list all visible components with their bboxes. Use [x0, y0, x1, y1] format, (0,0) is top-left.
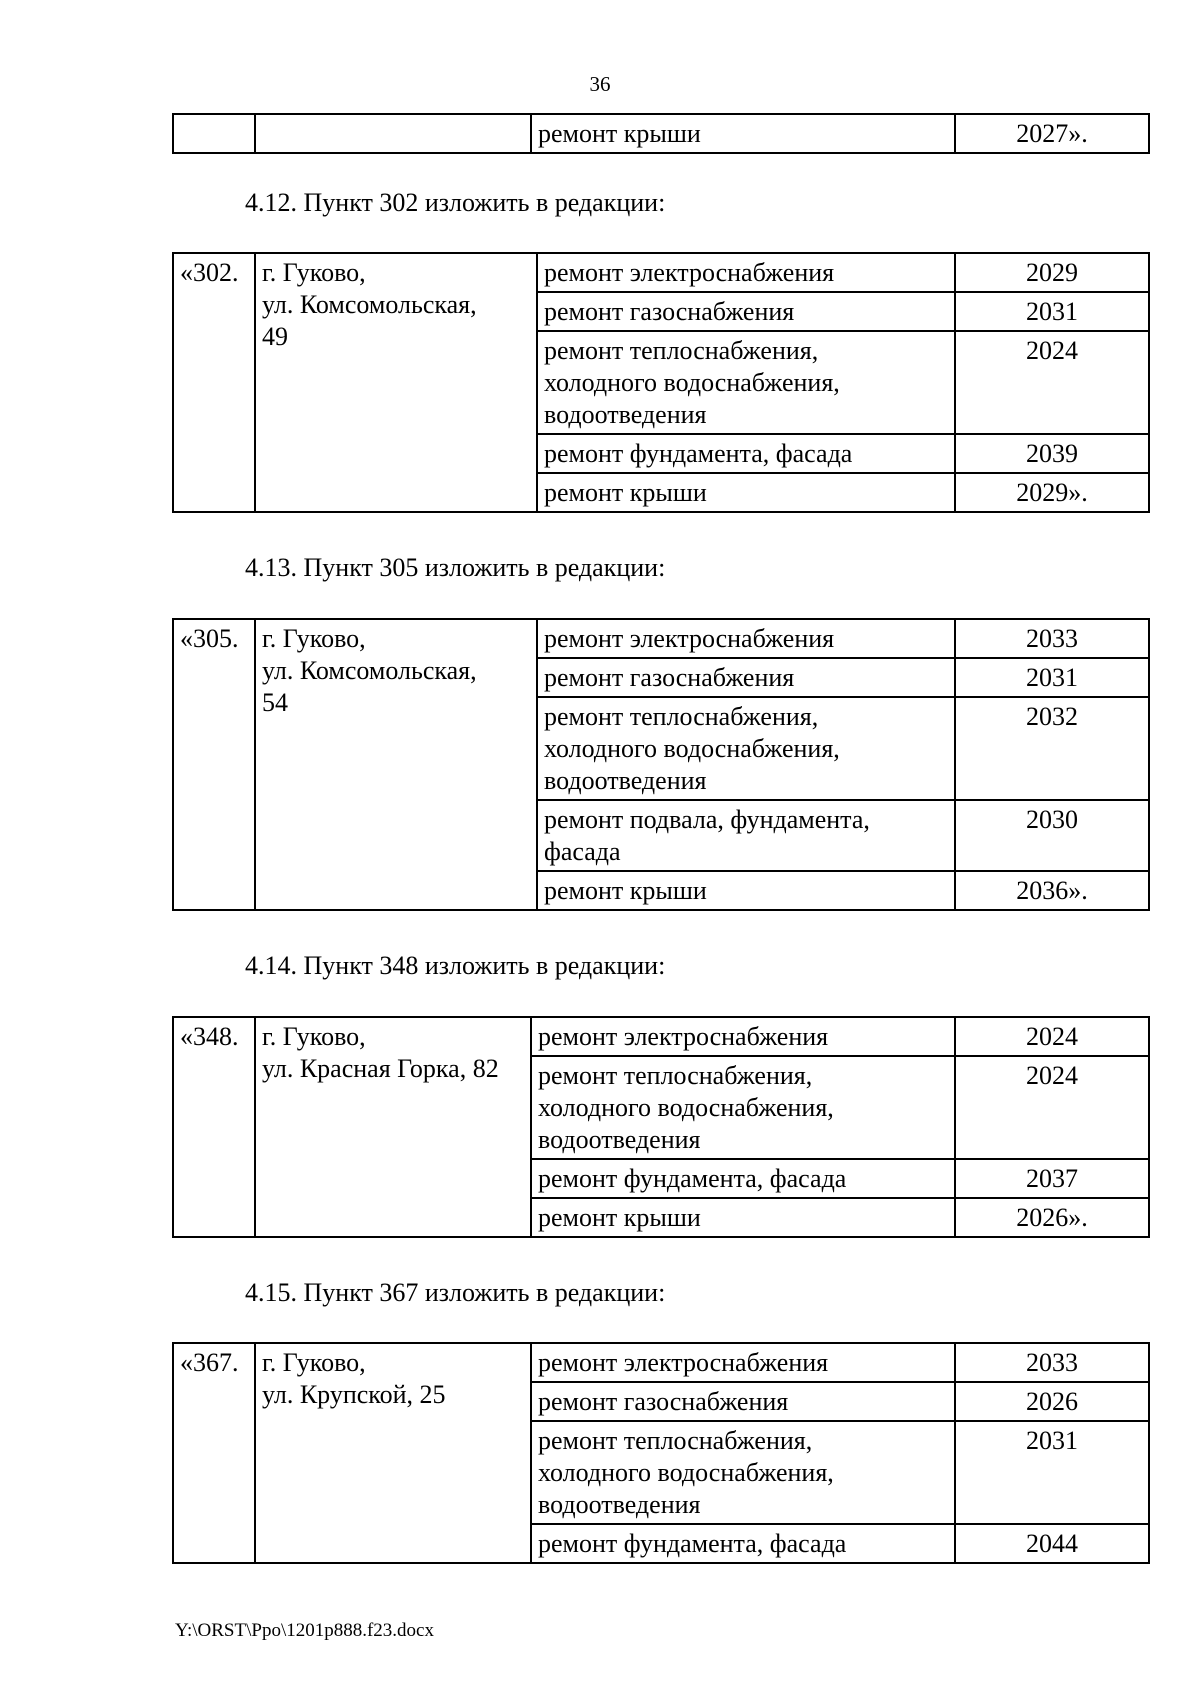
year-cell: 2029 — [955, 253, 1149, 292]
year-cell: 2032 — [955, 697, 1149, 800]
work-cell — [531, 1421, 955, 1524]
item-number-cell: «302. — [173, 253, 255, 512]
address-cell — [255, 1343, 531, 1563]
year-cell: 2029». — [955, 473, 1149, 512]
section-heading: 4.15. Пункт 367 изложить в редакции: — [245, 1278, 666, 1307]
work-line: ремонт теплоснабжения, — [538, 1061, 813, 1090]
work-line: водоотведения — [538, 1125, 701, 1154]
address-line: г. Гуково, — [262, 1348, 366, 1377]
work-cell — [531, 1343, 955, 1382]
item-number-cell: «367. — [173, 1343, 255, 1563]
work-cell — [531, 1056, 955, 1159]
work-cell — [537, 800, 955, 871]
year-cell: 2033 — [955, 619, 1149, 658]
item-number-cell — [173, 114, 255, 153]
address-line: 54 — [262, 688, 288, 717]
year-cell: 2024 — [955, 331, 1149, 434]
section-heading: 4.14. Пункт 348 изложить в редакции: — [245, 951, 666, 980]
address-line: г. Гуково, — [262, 1022, 366, 1051]
work-line: холодного водоснабжения, — [538, 1458, 834, 1487]
address-line: г. Гуково, — [262, 258, 366, 287]
table-row — [173, 114, 1149, 153]
address-line: ул. Красная Горка, 82 — [262, 1054, 499, 1083]
section-heading: 4.12. Пункт 302 изложить в редакции: — [245, 188, 666, 217]
address-line: ул. Комсомольская, — [262, 290, 477, 319]
work-line: ремонт фундамента, фасада — [544, 439, 853, 468]
work-cell — [531, 1159, 955, 1198]
work-cell — [537, 292, 955, 331]
year-cell: 2036». — [955, 871, 1149, 910]
item-table — [172, 1342, 1150, 1564]
work-line: водоотведения — [544, 766, 707, 795]
year-cell: 2024 — [955, 1056, 1149, 1159]
work-cell — [537, 619, 955, 658]
year-cell: 2031 — [955, 1421, 1149, 1524]
work-line: холодного водоснабжения, — [544, 368, 840, 397]
work-cell — [537, 473, 955, 512]
work-line: ремонт крыши — [544, 876, 707, 905]
table-row — [173, 1343, 1149, 1382]
work-line: ремонт фундамента, фасада — [538, 1164, 847, 1193]
address-cell — [255, 253, 537, 512]
year-cell: 2044 — [955, 1524, 1149, 1563]
work-cell — [531, 1198, 955, 1237]
address-line: ул. Крупской, 25 — [262, 1380, 446, 1409]
work-cell — [531, 1382, 955, 1421]
work-line: ремонт электроснабжения — [538, 1348, 829, 1377]
year-cell: 2024 — [955, 1017, 1149, 1056]
page-number: 36 — [589, 72, 611, 96]
item-number-cell: «348. — [173, 1017, 255, 1237]
work-line: ремонт теплоснабжения, — [538, 1426, 813, 1455]
year-cell: 2039 — [955, 434, 1149, 473]
work-line: ремонт электроснабжения — [544, 624, 835, 653]
work-line: ремонт газоснабжения — [544, 297, 795, 326]
item-table — [172, 618, 1150, 911]
carryover-table — [172, 113, 1150, 154]
address-cell — [255, 1017, 531, 1237]
work-cell — [537, 658, 955, 697]
work-line: ремонт газоснабжения — [538, 1387, 789, 1416]
work-cell — [537, 331, 955, 434]
work-cell: ремонт крыши — [531, 114, 955, 153]
address-line: ул. Комсомольская, — [262, 656, 477, 685]
work-cell — [537, 871, 955, 910]
work-line: ремонт электроснабжения — [544, 258, 835, 287]
address-line: г. Гуково, — [262, 624, 366, 653]
item-number-cell: «305. — [173, 619, 255, 910]
year-cell: 2031 — [955, 658, 1149, 697]
year-cell: 2030 — [955, 800, 1149, 871]
footer-file-path: Y:\ORST\Ppo\1201p888.f23.docx — [175, 1620, 434, 1641]
address-cell — [255, 619, 537, 910]
year-cell: 2037 — [955, 1159, 1149, 1198]
year-cell: 2026». — [955, 1198, 1149, 1237]
work-cell — [537, 253, 955, 292]
year-cell: 2031 — [955, 292, 1149, 331]
work-cell — [537, 697, 955, 800]
work-line: водоотведения — [544, 400, 707, 429]
table-row — [173, 619, 1149, 658]
work-line: ремонт теплоснабжения, — [544, 336, 819, 365]
work-line: ремонт подвала, фундамента, — [544, 805, 870, 834]
table-row — [173, 1017, 1149, 1056]
work-cell — [531, 1017, 955, 1056]
work-line: холодного водоснабжения, — [544, 734, 840, 763]
item-table — [172, 1016, 1150, 1238]
table-row — [173, 253, 1149, 292]
work-cell — [537, 434, 955, 473]
work-line: фасада — [544, 837, 621, 866]
work-line: водоотведения — [538, 1490, 701, 1519]
work-line: ремонт крыши — [544, 478, 707, 507]
address-cell — [255, 114, 531, 153]
work-line: ремонт фундамента, фасада — [538, 1529, 847, 1558]
work-line: холодного водоснабжения, — [538, 1093, 834, 1122]
work-line: ремонт крыши — [538, 1203, 701, 1232]
address-line: 49 — [262, 322, 288, 351]
work-cell — [531, 1524, 955, 1563]
work-line: ремонт электроснабжения — [538, 1022, 829, 1051]
section-heading: 4.13. Пункт 305 изложить в редакции: — [245, 553, 666, 582]
year-cell: 2026 — [955, 1382, 1149, 1421]
work-line: ремонт газоснабжения — [544, 663, 795, 692]
year-cell: 2033 — [955, 1343, 1149, 1382]
year-cell: 2027». — [955, 114, 1149, 153]
item-table — [172, 252, 1150, 513]
work-line: ремонт теплоснабжения, — [544, 702, 819, 731]
